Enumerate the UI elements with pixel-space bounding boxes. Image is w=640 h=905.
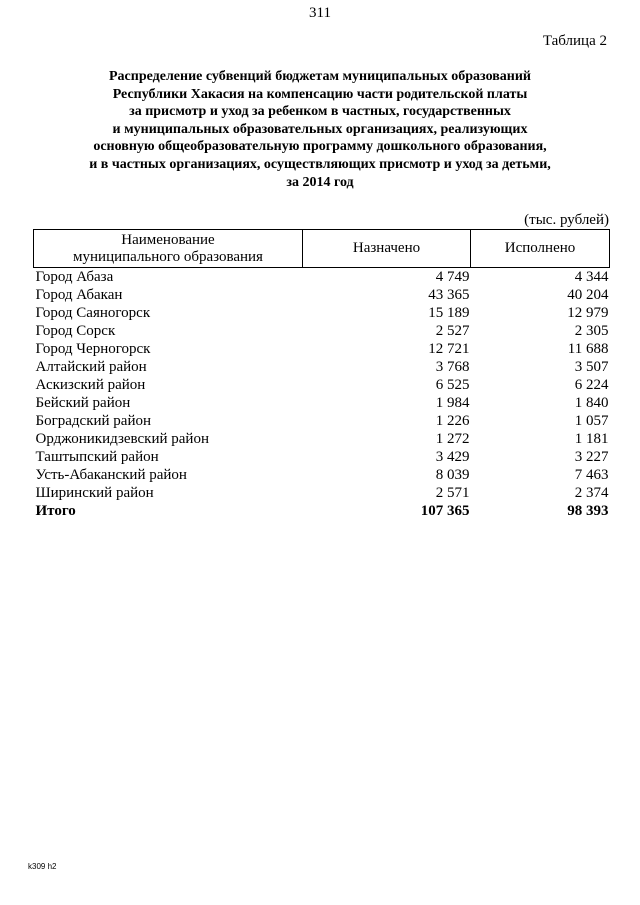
table-row bbox=[34, 412, 610, 430]
header-name-line: муниципального образования bbox=[73, 248, 263, 265]
subventions-table bbox=[33, 229, 610, 520]
title-line: и муниципальных образовательных организациях, реализующих bbox=[112, 121, 528, 137]
executed-value: 2 374 bbox=[574, 485, 609, 501]
document-title bbox=[30, 68, 610, 191]
municipality-name: Усть-Абаканский район bbox=[35, 467, 187, 483]
table-row bbox=[34, 286, 610, 304]
title-line: основную общеобразовательную программу дошкольного образования, bbox=[93, 139, 547, 155]
title-line: и в частных организациях, осуществляющих присмотр и уход за детьми, bbox=[89, 156, 551, 172]
table-row bbox=[34, 376, 610, 394]
header-name-line: Наименование bbox=[121, 231, 215, 248]
executed-value: 7 463 bbox=[574, 467, 609, 483]
municipality-name: Аскизский район bbox=[35, 377, 146, 393]
table-label: Таблица 2 bbox=[542, 33, 607, 49]
assigned-value: 2 571 bbox=[435, 485, 470, 501]
units-label: (тыс. рублей) bbox=[524, 212, 609, 228]
assigned-value: 6 525 bbox=[435, 377, 470, 393]
assigned-value: 1 272 bbox=[435, 431, 470, 447]
assigned-value: 15 189 bbox=[428, 305, 470, 321]
assigned-value: 1 984 bbox=[435, 395, 470, 411]
municipality-name: Таштыпский район bbox=[35, 449, 159, 465]
table-header-row bbox=[34, 230, 610, 268]
table-row bbox=[34, 358, 610, 376]
municipality-name: Город Черногорск bbox=[35, 341, 151, 357]
municipality-name: Город Сорск bbox=[35, 323, 116, 339]
municipality-name: Бейский район bbox=[35, 395, 131, 411]
assigned-value: 43 365 bbox=[428, 287, 470, 303]
assigned-value: 8 039 bbox=[435, 467, 470, 483]
table-row bbox=[34, 394, 610, 412]
municipality-name: Город Абакан bbox=[35, 287, 123, 303]
title-line: Республики Хакасия на компенсацию части родительской платы bbox=[112, 86, 528, 102]
executed-value: 1 840 bbox=[574, 395, 609, 411]
table-row bbox=[34, 430, 610, 448]
total-executed: 98 393 bbox=[567, 503, 609, 519]
table-row bbox=[34, 268, 610, 287]
title-line: за 2014 год bbox=[286, 174, 354, 190]
executed-value: 3 507 bbox=[574, 359, 609, 375]
table-row bbox=[34, 466, 610, 484]
assigned-value: 12 721 bbox=[428, 341, 470, 357]
executed-value: 4 344 bbox=[574, 269, 609, 285]
title-line: за присмотр и уход за ребенком в частных, государственных bbox=[129, 104, 511, 120]
total-label: Итого bbox=[35, 503, 76, 519]
municipality-name: Город Саяногорск bbox=[35, 305, 151, 321]
header-name bbox=[34, 230, 303, 268]
municipality-name: Алтайский район bbox=[35, 359, 147, 375]
municipality-name: Орджоникидзевский район bbox=[35, 431, 209, 447]
executed-value: 12 979 bbox=[567, 305, 609, 321]
executed-value: 1 057 bbox=[574, 413, 609, 429]
table-row bbox=[34, 304, 610, 322]
executed-value: 6 224 bbox=[574, 377, 609, 393]
title-line: Распределение субвенций бюджетам муниципальных образований bbox=[109, 69, 531, 84]
executed-value: 40 204 bbox=[567, 287, 609, 303]
table-row bbox=[34, 484, 610, 502]
assigned-value: 3 429 bbox=[435, 449, 470, 465]
table-total-row bbox=[34, 502, 610, 520]
table-row bbox=[34, 448, 610, 466]
header-executed: Исполнено bbox=[471, 230, 610, 268]
municipality-name: Боградский район bbox=[35, 413, 152, 429]
header-assigned: Назначено bbox=[303, 230, 471, 268]
executed-value: 1 181 bbox=[574, 431, 609, 447]
assigned-value: 3 768 bbox=[435, 359, 470, 375]
executed-value: 11 688 bbox=[567, 341, 609, 357]
executed-value: 2 305 bbox=[574, 323, 609, 339]
assigned-value: 4 749 bbox=[435, 269, 470, 285]
footer-code: k309 h2 bbox=[28, 862, 57, 871]
page-number: 311 bbox=[309, 5, 331, 21]
executed-value: 3 227 bbox=[574, 449, 609, 465]
assigned-value: 2 527 bbox=[435, 323, 470, 339]
municipality-name: Город Абаза bbox=[35, 269, 114, 285]
municipality-name: Ширинский район bbox=[35, 485, 154, 501]
table-row bbox=[34, 322, 610, 340]
assigned-value: 1 226 bbox=[435, 413, 470, 429]
table-row bbox=[34, 340, 610, 358]
total-assigned: 107 365 bbox=[420, 503, 470, 519]
